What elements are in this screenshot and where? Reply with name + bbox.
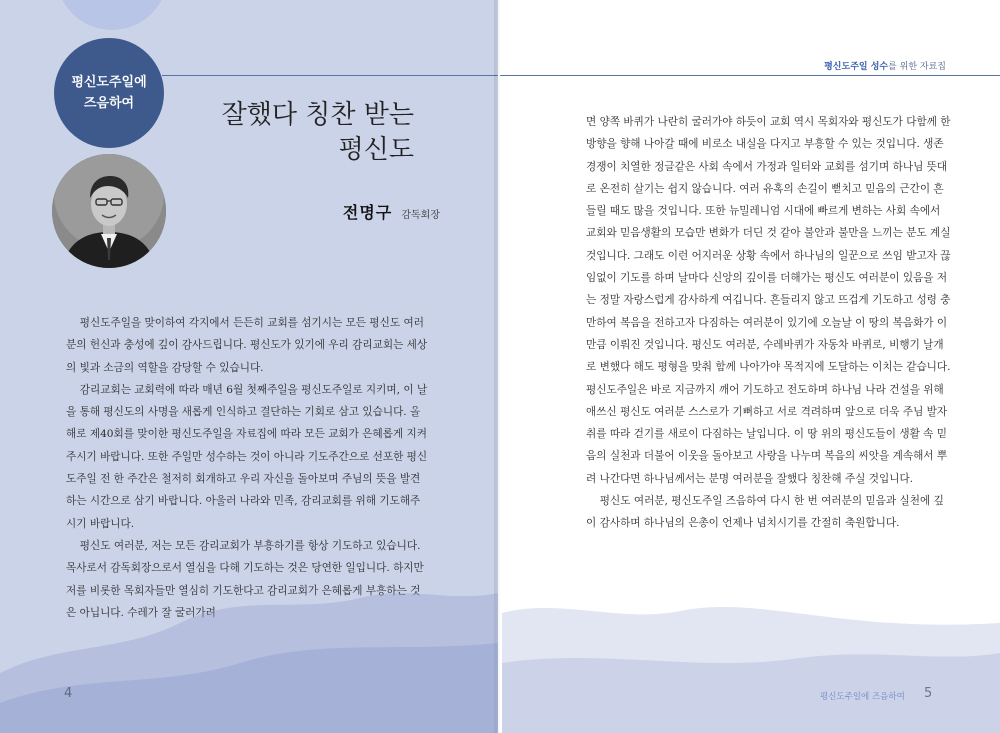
author-role: 감독회장 bbox=[401, 210, 440, 221]
author-signature: 전명구 bbox=[342, 203, 393, 222]
article-title bbox=[200, 98, 414, 168]
left-body-text bbox=[66, 312, 430, 624]
right-body-text bbox=[586, 111, 952, 535]
running-head-rest: 를 위한 자료집 bbox=[888, 62, 946, 72]
page-number-left: 4 bbox=[64, 686, 73, 701]
article-title-line2: 평신도 bbox=[338, 135, 414, 165]
author-photo-illustration bbox=[52, 154, 166, 268]
body-paragraph: 평신도주일을 맞이하여 각지에서 든든히 교회를 섬기시는 모든 평신도 여러분의 헌신과 충성에 깊이 감사드립니다. 평신도가 있기에 우리 감리교회는 세상의 빛과 소금의 역할을 감당할 수 있습니다. bbox=[66, 317, 428, 374]
page-number-right: 5 bbox=[924, 686, 933, 701]
body-paragraph: 평신도 여러분, 평신도주일 즈음하여 다시 한 번 여러분의 믿음과 실천에 깊이 감사하며 하나님의 은총이 언제나 넘치시기를 간절히 축원합니다. bbox=[586, 495, 944, 530]
body-paragraph: 평신도 여러분, 저는 모든 감리교회가 부흥하기를 항상 기도하고 있습니다. 목사로서 감독회장으로서 열심을 다해 기도하는 것은 당연한 일입니다. 하지만 저를 비롯한 목회자들만 열심히 기도한다고 감리교회가 은혜롭게 부흥하는 것은 아닙니다. 수레가 잘 굴러가려 bbox=[66, 539, 424, 619]
body-paragraph: 감리교회는 교회력에 따라 매년 6월 첫째주일을 평신도주일로 지키며, 이 날을 통해 평신도의 사명을 새롭게 인식하고 결단하는 기회로 삼고 있습니다. 올해로 제40회를 맞이한 평신도주일을 자료집에 따라 모든 교회가 은혜롭게 지켜주시기 바랍니다. 또한 주일만 성수하는 것이 아니라 기도주간으로 선포한 평신도주일 전 한 주간은 철저히 회개하고 우리 자신을 돌아보며 주님의 뜻을 발견하는 시간으로 삼기 바랍니다. 아울러 나라와 민족, 감리교회를 위해 기도해주시기 바랍니다. bbox=[66, 383, 428, 530]
author-photo bbox=[52, 154, 166, 268]
header-rule-right bbox=[500, 75, 1000, 76]
section-label-line1: 평신도주일에 bbox=[71, 75, 147, 90]
decorative-top-circle bbox=[56, 0, 168, 30]
footer-section-label: 평신도주일에 즈음하여 bbox=[820, 692, 905, 702]
section-label-line2: 즈음하여 bbox=[83, 96, 135, 111]
right-page bbox=[500, 0, 1000, 733]
section-badge bbox=[54, 38, 164, 148]
running-head bbox=[824, 59, 946, 72]
running-head-highlight: 평신도주일 성수 bbox=[824, 62, 889, 72]
header-rule bbox=[162, 75, 498, 76]
body-paragraph: 면 양쪽 바퀴가 나란히 굴러가야 하듯이 교회 역시 목회자와 평신도가 다함께 한 방향을 향해 나아갈 때에 비로소 내실을 다지고 부흥할 수 있는 것입니다. 생존경쟁이 치열한 정글같은 사회 속에서 가정과 일터와 교회를 섬기며 하나님 뜻대로 온전히 살기는 쉽지 않습니다. 여러 유혹의 손길이 뻗치고 믿음의 근간이 흔들릴 때도 많을 것입니다. 또한 뉴밀레니엄 시대에 빠르게 변하는 사회 속에서 교회와 믿음생활의 모습만 변화가 더딘 것 같아 불안과 불만을 느끼는 분도 계실 것입니다. 그래도 이런 어지러운 상황 속에서 하나님의 일꾼으로 쓰임 받고자 끊임없이 기도를 하며 날마다 신앙의 깊이를 더해가는 평신도 여러분이 있음을 저는 정말 자랑스럽게 감사하게 여깁니다. 흔들리지 않고 뜨겁게 기도하고 성령 충만하여 복음을 전하고자 다짐하는 여러분이 있기에 오늘날 이 땅의 복음화가 이만큼 이뤄진 것입니다. 평신도 여러분, 수레바퀴가 자동차 바퀴로, 비행기 날개로 변했다 해도 평형을 맞춰 함께 나아가야 목적지에 도달하는 이치는 같습니다. 평신도주일은 바로 지금까지 깨어 기도하고 전도하며 하나님 나라 건설을 위해 애쓰신 평신도 여러분 스스로가 기뻐하고 서로 격려하며 앞으로 더욱 주님 발자취를 따라 걷기를 새로이 다짐하는 날입니다. 이 땅 위의 평신도들이 생활 속 믿음의 실천과 더불어 이웃을 돌아보고 사랑을 나누며 복음의 씨앗을 계속해서 뿌려 나간다면 하나님께서는 분명 여러분을 잘했다 칭찬해 주실 것입니다. bbox=[586, 116, 951, 485]
article-title-line1: 잘했다 칭찬 받는 bbox=[221, 100, 414, 130]
left-page bbox=[0, 0, 498, 733]
author-byline bbox=[250, 200, 440, 223]
